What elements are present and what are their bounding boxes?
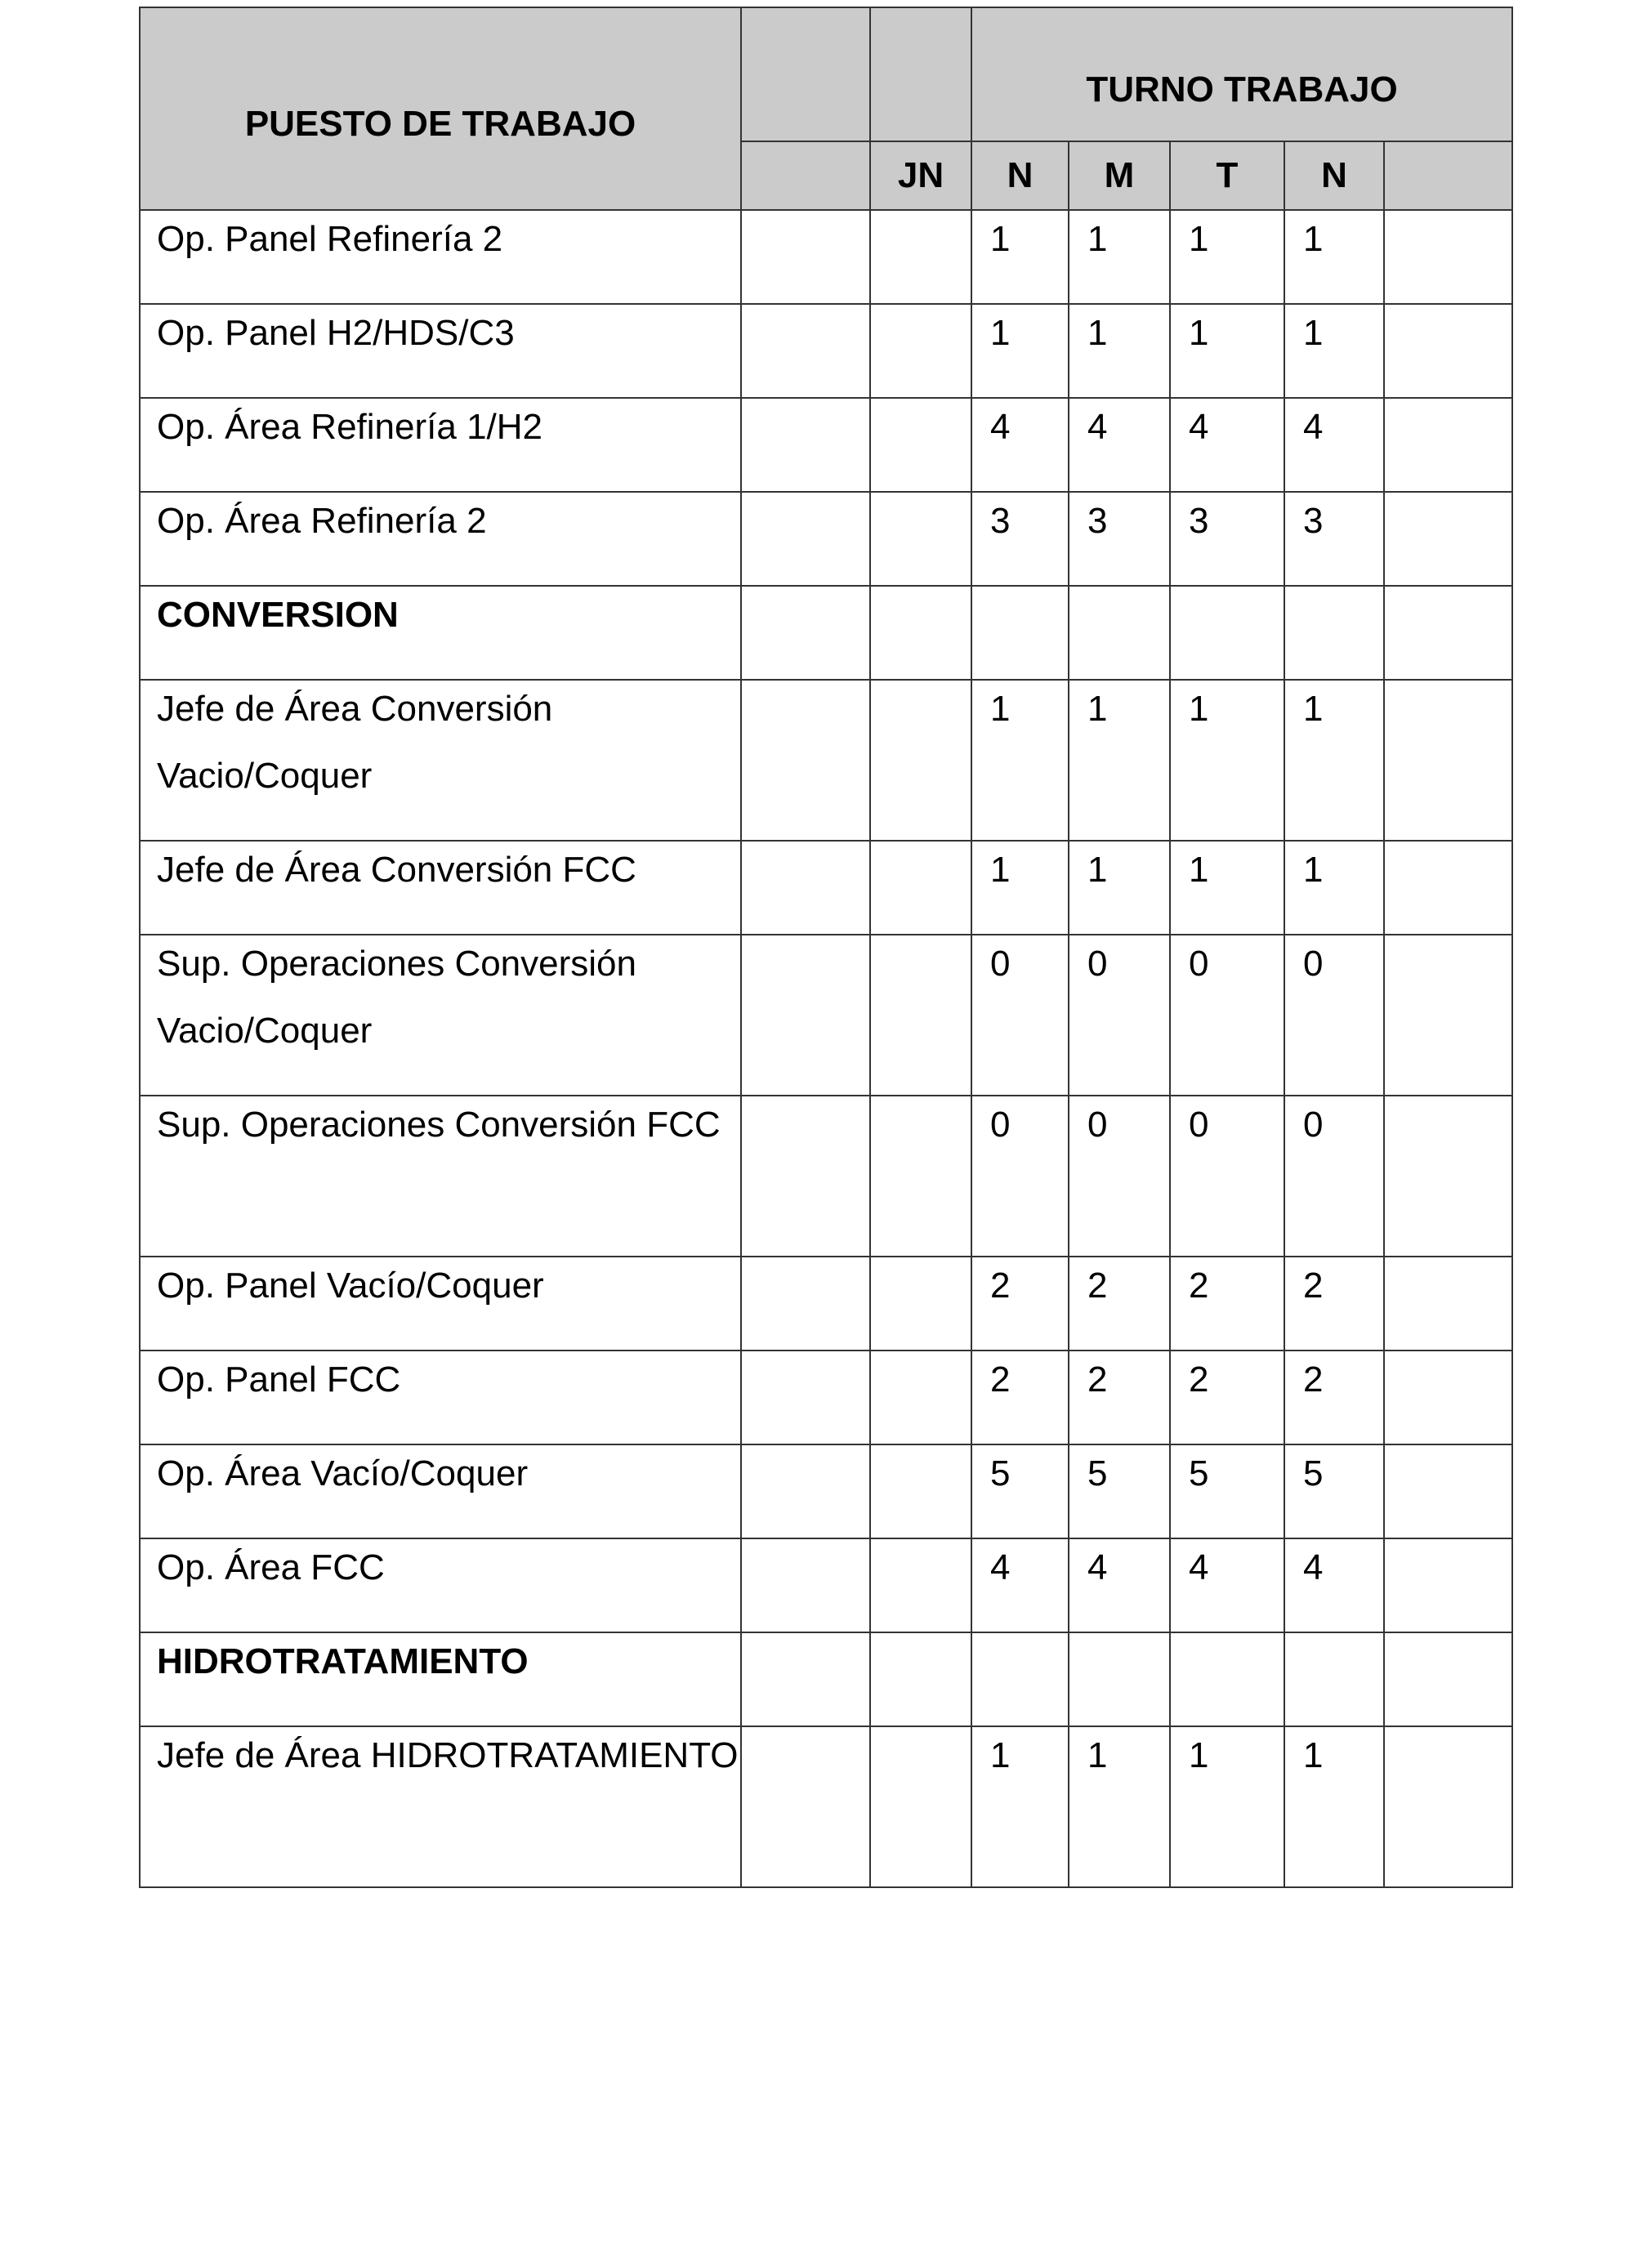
table-row — [140, 210, 1512, 304]
shift-count-cell: 1 — [1170, 680, 1284, 841]
empty-cell — [741, 210, 870, 304]
empty-cell — [741, 1444, 870, 1538]
table-row — [140, 398, 1512, 492]
shift-count-cell — [1170, 586, 1284, 680]
shift-m: M — [1069, 141, 1170, 210]
empty-cell — [1384, 210, 1512, 304]
empty-cell — [741, 1632, 870, 1726]
empty-cell — [741, 304, 870, 398]
shift-count-cell: 0 — [1069, 1096, 1170, 1257]
empty-cell — [1384, 304, 1512, 398]
empty-cell — [1384, 935, 1512, 1096]
empty-cell — [741, 1351, 870, 1444]
shift-count-cell: 0 — [1170, 1096, 1284, 1257]
table-row — [140, 1351, 1512, 1444]
shift-count-cell: 2 — [971, 1257, 1069, 1351]
shift-jn: JN — [870, 141, 971, 210]
shift-count-cell: 1 — [1069, 841, 1170, 935]
empty-cell — [741, 492, 870, 586]
header-puesto: PUESTO DE TRABAJO — [140, 7, 741, 210]
shift-count-cell: 1 — [1284, 210, 1384, 304]
job-title: Sup. Operaciones Conversión FCC — [140, 1096, 741, 1257]
shift-count-cell: 0 — [1069, 935, 1170, 1096]
shift-n: N — [971, 141, 1069, 210]
shift-count-cell: 1 — [1170, 304, 1284, 398]
shift-n-2: N — [1284, 141, 1384, 210]
shift-count-cell — [1284, 586, 1384, 680]
shift-count-cell: 1 — [1069, 680, 1170, 841]
empty-cell — [741, 586, 870, 680]
empty-cell — [741, 1096, 870, 1257]
job-title: Op. Área FCC — [140, 1538, 741, 1632]
job-title: Sup. Operaciones Conversión Vacio/Coquer — [140, 935, 741, 1096]
empty-cell — [1384, 1538, 1512, 1632]
table-row — [140, 492, 1512, 586]
table-header — [140, 7, 1512, 210]
shift-count-cell: 1 — [1069, 304, 1170, 398]
table-row — [140, 304, 1512, 398]
shift-count-cell: 2 — [1170, 1257, 1284, 1351]
shift-count-cell — [1170, 1632, 1284, 1726]
shift-count-cell: 4 — [1284, 1538, 1384, 1632]
empty-cell — [870, 210, 971, 304]
header-blank-3 — [741, 141, 870, 210]
shift-count-cell: 1 — [1170, 1726, 1284, 1887]
shift-count-cell: 3 — [1069, 492, 1170, 586]
shift-count-cell: 5 — [1170, 1444, 1284, 1538]
empty-cell — [870, 398, 971, 492]
section-title: HIDROTRATAMIENTO — [140, 1632, 741, 1726]
job-title: Jefe de Área HIDROTRATAMIENTO — [140, 1726, 741, 1887]
empty-cell — [1384, 1632, 1512, 1726]
empty-cell — [1384, 1444, 1512, 1538]
shift-count-cell: 4 — [1069, 398, 1170, 492]
shift-count-cell: 5 — [1284, 1444, 1384, 1538]
shift-count-cell: 1 — [1284, 1726, 1384, 1887]
shift-count-cell: 4 — [971, 1538, 1069, 1632]
shift-count-cell: 1 — [1170, 210, 1284, 304]
empty-cell — [870, 304, 971, 398]
job-title: Op. Área Vacío/Coquer — [140, 1444, 741, 1538]
shift-count-cell: 1 — [971, 841, 1069, 935]
empty-cell — [1384, 1351, 1512, 1444]
empty-cell — [870, 935, 971, 1096]
shift-count-cell: 1 — [971, 210, 1069, 304]
shift-count-cell: 1 — [1069, 210, 1170, 304]
shift-count-cell: 2 — [1284, 1257, 1384, 1351]
header-turno: TURNO TRABAJO — [971, 7, 1512, 141]
shift-count-cell: 1 — [971, 304, 1069, 398]
shift-count-cell: 1 — [1284, 841, 1384, 935]
empty-cell — [741, 1538, 870, 1632]
shift-count-cell: 1 — [1284, 680, 1384, 841]
empty-cell — [870, 586, 971, 680]
empty-cell — [870, 1444, 971, 1538]
shift-count-cell: 1 — [1284, 304, 1384, 398]
header-blank-2 — [870, 7, 971, 141]
empty-cell — [870, 1632, 971, 1726]
empty-cell — [741, 680, 870, 841]
empty-cell — [870, 680, 971, 841]
shift-count-cell — [971, 586, 1069, 680]
table-row — [140, 1726, 1512, 1887]
shift-count-cell: 2 — [971, 1351, 1069, 1444]
staffing-table — [139, 7, 1513, 1888]
shift-count-cell: 0 — [1284, 1096, 1384, 1257]
shift-count-cell: 2 — [1069, 1351, 1170, 1444]
empty-cell — [870, 841, 971, 935]
empty-cell — [1384, 492, 1512, 586]
shift-count-cell: 1 — [971, 1726, 1069, 1887]
shift-count-cell: 4 — [1170, 1538, 1284, 1632]
empty-cell — [1384, 1726, 1512, 1887]
table-row — [140, 841, 1512, 935]
empty-cell — [1384, 1096, 1512, 1257]
shift-count-cell: 1 — [971, 680, 1069, 841]
empty-cell — [870, 1096, 971, 1257]
empty-cell — [741, 1726, 870, 1887]
shift-count-cell: 1 — [1170, 841, 1284, 935]
shift-count-cell: 3 — [971, 492, 1069, 586]
job-title: Op. Panel FCC — [140, 1351, 741, 1444]
shift-count-cell: 3 — [1170, 492, 1284, 586]
shift-count-cell: 2 — [1069, 1257, 1170, 1351]
empty-cell — [1384, 586, 1512, 680]
shift-count-cell: 5 — [1069, 1444, 1170, 1538]
job-title: Jefe de Área Conversión Vacio/Coquer — [140, 680, 741, 841]
shift-count-cell: 4 — [1069, 1538, 1170, 1632]
shift-count-cell: 0 — [1284, 935, 1384, 1096]
shift-count-cell — [971, 1632, 1069, 1726]
empty-cell — [741, 935, 870, 1096]
empty-cell — [741, 1257, 870, 1351]
shift-count-cell: 5 — [971, 1444, 1069, 1538]
empty-cell — [870, 1351, 971, 1444]
job-title: Op. Área Refinería 1/H2 — [140, 398, 741, 492]
header-blank-4 — [1384, 141, 1512, 210]
shift-count-cell: 2 — [1170, 1351, 1284, 1444]
empty-cell — [870, 1726, 971, 1887]
empty-cell — [1384, 398, 1512, 492]
section-row — [140, 586, 1512, 680]
shift-count-cell: 0 — [1170, 935, 1284, 1096]
table-row — [140, 935, 1512, 1096]
shift-count-cell: 2 — [1284, 1351, 1384, 1444]
empty-cell — [741, 841, 870, 935]
empty-cell — [870, 492, 971, 586]
shift-count-cell: 3 — [1284, 492, 1384, 586]
job-title: Op. Panel H2/HDS/C3 — [140, 304, 741, 398]
table-body — [140, 210, 1512, 1887]
shift-count-cell: 0 — [971, 1096, 1069, 1257]
empty-cell — [1384, 841, 1512, 935]
empty-cell — [1384, 1257, 1512, 1351]
table-row — [140, 1257, 1512, 1351]
shift-count-cell: 4 — [1170, 398, 1284, 492]
job-title: Jefe de Área Conversión FCC — [140, 841, 741, 935]
shift-count-cell: 0 — [971, 935, 1069, 1096]
table-row — [140, 1096, 1512, 1257]
job-title: Op. Panel Refinería 2 — [140, 210, 741, 304]
empty-cell — [870, 1257, 971, 1351]
job-title: Op. Área Refinería 2 — [140, 492, 741, 586]
table-row — [140, 1538, 1512, 1632]
shift-count-cell: 1 — [1069, 1726, 1170, 1887]
section-title: CONVERSION — [140, 586, 741, 680]
empty-cell — [870, 1538, 971, 1632]
table-row — [140, 1444, 1512, 1538]
empty-cell — [1384, 680, 1512, 841]
shift-count-cell: 4 — [1284, 398, 1384, 492]
job-title: Op. Panel Vacío/Coquer — [140, 1257, 741, 1351]
shift-count-cell — [1069, 586, 1170, 680]
shift-count-cell — [1284, 1632, 1384, 1726]
shift-count-cell — [1069, 1632, 1170, 1726]
empty-cell — [741, 398, 870, 492]
table-row — [140, 680, 1512, 841]
header-blank-1 — [741, 7, 870, 141]
shift-t: T — [1170, 141, 1284, 210]
shift-count-cell: 4 — [971, 398, 1069, 492]
section-row — [140, 1632, 1512, 1726]
